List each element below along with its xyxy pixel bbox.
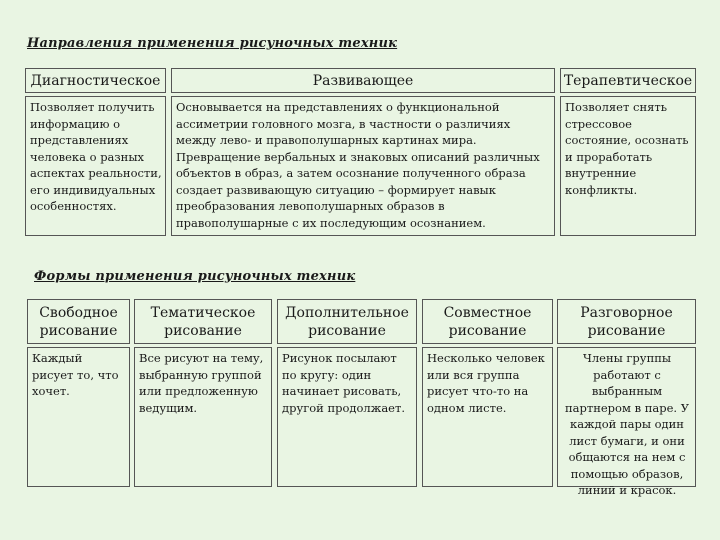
header-developing: Развивающее [171,68,555,93]
header-joint-drawing: Совместное рисование [422,299,553,344]
cell-therapeutic-text: Позволяет снять стрессовое состояние, осознать и проработать внутренние конфликты. [560,96,696,236]
cell-additional-drawing-text: Рисунок посылают по кругу: один начинает рисовать, другой продолжает. [277,347,417,487]
header-diagnostic: Диагностическое [25,68,166,93]
section-title-forms: Формы применения рисуночных техник [34,269,356,284]
cell-developing-text: Основывается на представлениях о функциональной ассиметрии головного мозга, в частности о различиях между лево- и правополушарных картинах мира. Превращение вербальных и знаковых описаний различных объектов в образ, а затем осознание полученного образа создает развивающую ситуацию – формирует навык преобразования левополушарных образов в правополушарные с их последующим осознанием. [171,96,555,236]
header-conversational-drawing: Разговорное рисование [557,299,696,344]
cell-conversational-drawing-text: Члены группы работают с выбранным партнером в паре. У каждой пары один лист бумаги, и они общаются на нем с помощью образов, линий и красок. [557,347,696,487]
cell-thematic-drawing-text: Все рисуют на тему, выбранную группой или предложенную ведущим. [134,347,272,487]
cell-free-drawing-text: Каждый рисует то, что хочет. [27,347,130,487]
cell-joint-drawing-text: Несколько человек или вся группа рисует что-то на одном листе. [422,347,553,487]
header-therapeutic: Терапевтическое [560,68,696,93]
header-thematic-drawing: Тематическое рисование [134,299,272,344]
header-additional-drawing: Дополнительное рисование [277,299,417,344]
section-title-directions: Направления применения рисуночных техник [27,36,398,51]
header-free-drawing: Свободное рисование [27,299,130,344]
cell-diagnostic-text: Позволяет получить информацию о представлениях человека о разных аспектах реальности, его индивидуальных особенностях. [25,96,166,236]
